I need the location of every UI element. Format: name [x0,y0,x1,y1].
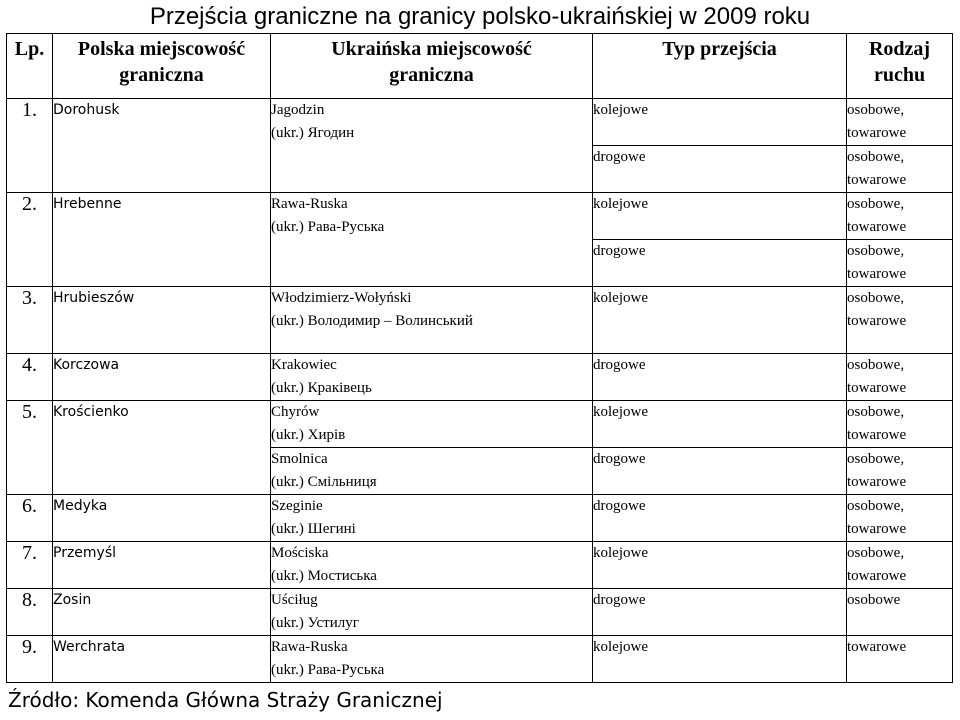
ukrainian-town: Chyrów (ukr.) Хирів [271,401,593,448]
crossing-type: drogowe [593,240,847,287]
row-number: 4. [7,354,53,401]
traffic-type: osobowe, towarowe [847,193,953,240]
polish-town: Medyka [53,495,271,542]
header-polish-town: Polska miejscowość graniczna [53,34,271,99]
ukrainian-town: Uściług (ukr.) Устилуг [271,589,593,636]
row-number: 3. [7,287,53,354]
traffic-type: osobowe, towarowe [847,542,953,589]
ukrainian-town: Szeginie (ukr.) Шегині [271,495,593,542]
row-number: 2. [7,193,53,287]
row-number: 5. [7,401,53,495]
table-row [7,636,953,683]
polish-town: Dorohusk [53,99,271,193]
row-number: 6. [7,495,53,542]
crossing-type: drogowe [593,146,847,193]
crossing-type: drogowe [593,448,847,495]
crossing-type: kolejowe [593,401,847,448]
traffic-type: osobowe, towarowe [847,146,953,193]
traffic-type: osobowe [847,589,953,636]
row-number: 9. [7,636,53,683]
row-number: 8. [7,589,53,636]
polish-town: Korczowa [53,354,271,401]
ukrainian-town: Rawa-Ruska (ukr.) Рава-Руська [271,636,593,683]
traffic-type: osobowe, towarowe [847,99,953,146]
ukrainian-town: Jagodzin (ukr.) Ягодин [271,99,593,193]
crossing-type: drogowe [593,589,847,636]
header-ukrainian-town: Ukraińska miejscowość graniczna [271,34,593,99]
row-number: 7. [7,542,53,589]
polish-town: Werchrata [53,636,271,683]
table-row [7,401,953,448]
traffic-type: osobowe, towarowe [847,495,953,542]
crossing-type: kolejowe [593,193,847,240]
traffic-type: osobowe, towarowe [847,287,953,354]
header-traffic-type: Rodzaj ruchu [847,34,953,99]
crossing-type: kolejowe [593,542,847,589]
crossing-type: drogowe [593,495,847,542]
crossing-type: drogowe [593,354,847,401]
crossing-type: kolejowe [593,99,847,146]
ukrainian-town: Włodzimierz-Wołyński (ukr.) Володимир – Волинський [271,287,593,354]
polish-town: Hrebenne [53,193,271,287]
table-row [7,495,953,542]
header-row [7,34,953,99]
row-number: 1. [7,99,53,193]
traffic-type: towarowe [847,636,953,683]
traffic-type: osobowe, towarowe [847,240,953,287]
polish-town: Przemyśl [53,542,271,589]
polish-town: Zosin [53,589,271,636]
traffic-type: osobowe, towarowe [847,448,953,495]
table-row [7,542,953,589]
table-row [7,589,953,636]
crossing-type: kolejowe [593,287,847,354]
ukrainian-town: Rawa-Ruska (ukr.) Рава-Руська [271,193,593,287]
table-row [7,99,953,146]
crossing-type: kolejowe [593,636,847,683]
header-crossing-type: Typ przejścia [593,34,847,99]
polish-town: Krościenko [53,401,271,495]
traffic-type: osobowe, towarowe [847,354,953,401]
polish-town: Hrubieszów [53,287,271,354]
header-lp: Lp. [7,34,53,99]
source-note: Źródło: Komenda Główna Straży Granicznej [8,688,443,712]
traffic-type: osobowe, towarowe [847,401,953,448]
slide-title: Przejścia graniczne na granicy polsko-ukraińskiej w 2009 roku [149,3,811,30]
ukrainian-town: Mościska (ukr.) Мостиська [271,542,593,589]
table-row [7,287,953,354]
table-row [7,193,953,240]
ukrainian-town: Smolnica (ukr.) Смільниця [271,448,593,495]
ukrainian-town: Krakowiec (ukr.) Краківець [271,354,593,401]
border-crossings-table [6,33,953,683]
table-row [7,354,953,401]
